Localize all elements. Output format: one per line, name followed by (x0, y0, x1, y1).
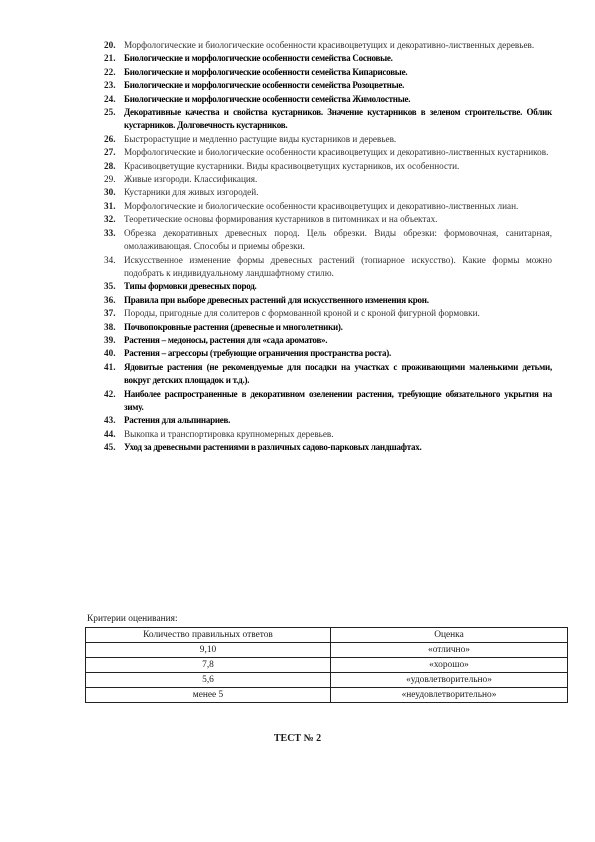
criteria-header-row (86, 628, 568, 643)
list-item (104, 307, 552, 320)
question-text: Биологические и морфологические особенности семейства Кипарисовые. (124, 66, 408, 77)
question-text: Типы формовки древесных пород. (124, 281, 257, 292)
question-text: Искусственное изменение формы древесных растений (топиарное искусство). Какие формы можно подобрать к индивидуальному ландшафтному стилю. (124, 254, 552, 278)
list-item (104, 106, 552, 133)
list-item (104, 280, 552, 293)
list-item (104, 254, 552, 281)
question-number: 40. (104, 348, 116, 359)
question-number: 28. (104, 160, 116, 171)
criteria-table (85, 627, 568, 703)
criteria-answers-cell: 7,8 (86, 658, 331, 673)
question-text: Породы, пригодные для солитеров с формованной кроной и с кроной фигурной формовки. (124, 308, 480, 319)
list-item (104, 321, 552, 334)
question-text: Морфологические и биологические особенности красивоцветущих и декоративно-лиственных кустарников. (124, 147, 549, 158)
question-number: 22. (104, 66, 116, 77)
question-number: 25. (104, 107, 116, 118)
list-item (104, 200, 552, 213)
question-number: 44. (104, 428, 116, 439)
list-item (104, 227, 552, 254)
list-item (104, 52, 552, 65)
question-number: 33. (104, 227, 116, 238)
question-text: Кустарники для живых изгородей. (124, 187, 259, 198)
criteria-grade-cell: «неудовлетворительно» (331, 688, 568, 703)
question-number: 41. (104, 361, 116, 372)
table-row (86, 658, 568, 673)
question-number: 45. (104, 442, 116, 453)
question-number: 26. (104, 133, 116, 144)
list-item (104, 213, 552, 226)
list-item (104, 428, 552, 441)
question-text: Уход за древесными растениями в различных садово-парковых ландшафтах. (124, 442, 422, 453)
question-number: 27. (104, 147, 116, 158)
list-item (104, 160, 552, 173)
list-item (104, 93, 552, 106)
question-number: 32. (104, 214, 116, 225)
list-item (104, 347, 552, 360)
table-row (86, 673, 568, 688)
question-text: Растения – медоносы, растения для «сада ароматов». (124, 334, 328, 345)
question-text: Декоративные качества и свойства кустарников. Значение кустарников в зеленом строительстве. Облик кустарников. Долговечность кустарников. (124, 107, 552, 131)
question-number: 23. (104, 80, 116, 91)
list-item (104, 361, 552, 388)
list-item (104, 133, 552, 146)
criteria-grade-cell: «отлично» (331, 643, 568, 658)
list-item (104, 39, 552, 52)
criteria-grade-cell: «хорошо» (331, 658, 568, 673)
question-text: Правила при выборе древесных растений для искусственного изменения крон. (124, 294, 429, 305)
question-text: Морфологические и биологические особенности красивоцветущих и декоративно-лиственных лиан. (124, 200, 519, 211)
list-item (104, 334, 552, 347)
list-item (104, 146, 552, 159)
question-text: Выкопка и транспортировка крупномерных деревьев. (124, 428, 334, 439)
question-text: Живые изгороди. Классификация. (124, 174, 258, 185)
list-item (104, 414, 552, 427)
criteria-caption: Критерии оценивания: (87, 614, 178, 624)
question-number: 20. (104, 40, 116, 50)
criteria-answers-cell: 5,6 (86, 673, 331, 688)
question-text: Растения для альпинариев. (124, 415, 231, 426)
question-text: Наиболее распространенные в декоративном озеленении растения, требующие обязательного укрытия на зиму. (124, 388, 552, 412)
question-text: Биологические и морфологические особенности семейства Жимолостные. (124, 93, 411, 104)
list-item (104, 173, 552, 186)
question-text: Ядовитые растения (не рекомендуемые для посадки на участках с проживающими маленькими детьми, вокруг детских площадок и т.д.). (124, 361, 552, 386)
table-row (86, 643, 568, 658)
question-number: 29. (104, 174, 116, 185)
question-text: Обрезка декоративных древесных пород. Цель обрезки. Виды обрезки: формовочная, санитарная, омолаживающая. Способы и приемы обрезки. (124, 227, 552, 252)
question-text: Биологические и морфологические особенности семейства Сосновые. (124, 53, 393, 64)
criteria-answers-cell: 9,10 (86, 643, 331, 658)
table-row (86, 688, 568, 703)
question-number: 37. (104, 308, 116, 319)
criteria-grade-cell: «удовлетворительно» (331, 673, 568, 688)
question-list (104, 39, 552, 455)
criteria-header-grade: Оценка (331, 628, 568, 643)
question-text: Теоретические основы формирования кустарников в питомниках и на объектах. (124, 214, 438, 225)
question-text: Быстрорастущие и медленно растущие виды кустарников и деревьев. (124, 133, 397, 144)
question-number: 39. (104, 334, 116, 345)
list-item (104, 186, 552, 199)
question-number: 34. (104, 254, 116, 265)
list-item (104, 66, 552, 79)
question-number: 21. (104, 53, 116, 64)
question-number: 24. (104, 93, 116, 104)
list-item (104, 294, 552, 307)
question-text: Почвопокровные растения (древесные и многолетники). (124, 321, 343, 332)
list-item (104, 441, 552, 454)
test-title: ТЕСТ № 2 (273, 733, 322, 744)
question-text: Морфологические и биологические особенности красивоцветущих и декоративно-лиственных деревьев. (124, 40, 535, 50)
question-text: Растения – агрессоры (требующие ограничения пространства роста). (124, 348, 391, 359)
question-number: 31. (104, 200, 116, 211)
criteria-answers-cell: менее 5 (86, 688, 331, 703)
question-number: 30. (104, 187, 116, 198)
list-item (104, 388, 552, 415)
question-number: 35. (104, 281, 116, 292)
question-number: 43. (104, 415, 116, 426)
list-item (104, 79, 552, 92)
question-number: 38. (104, 321, 116, 332)
question-number: 36. (104, 294, 116, 305)
question-text: Биологические и морфологические особенности семейства Розоцветные. (124, 80, 405, 91)
question-text: Красивоцветущие кустарники. Виды красивоцветущих кустарников, их особенности. (124, 160, 460, 171)
question-number: 42. (104, 388, 116, 399)
criteria-header-answers: Количество правильных ответов (86, 628, 331, 643)
